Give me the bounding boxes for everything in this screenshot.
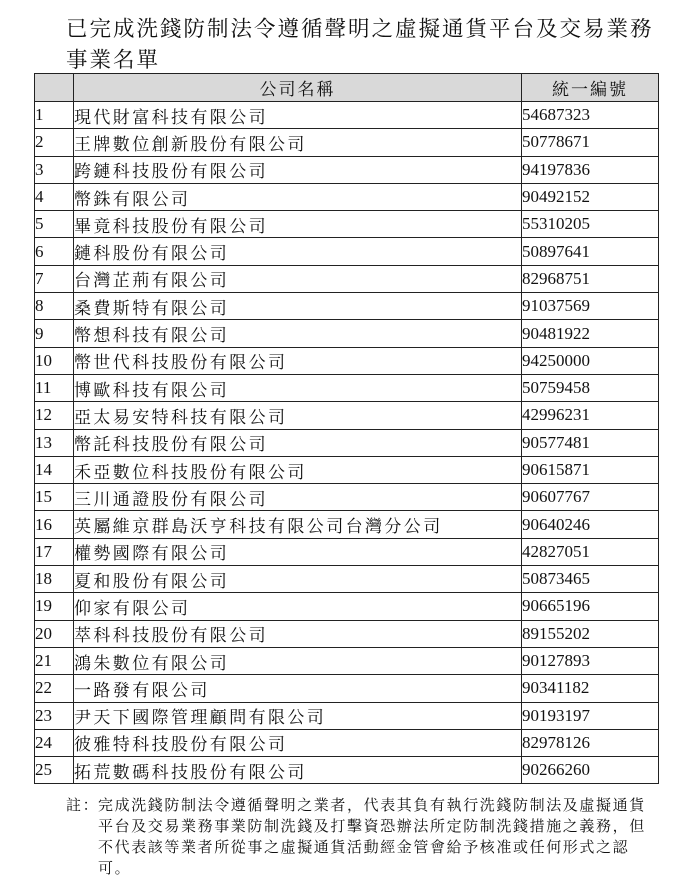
company-name: 幣想科技有限公司 — [74, 320, 522, 347]
tax-id: 42827051 — [522, 538, 659, 565]
table-row — [35, 265, 659, 292]
table-row — [35, 484, 659, 511]
row-number: 19 — [35, 593, 74, 620]
tax-id: 94250000 — [522, 347, 659, 374]
row-number: 18 — [35, 566, 74, 593]
company-name: 跨鏈科技股份有限公司 — [74, 156, 522, 183]
tax-id: 54687323 — [522, 102, 659, 129]
row-number: 6 — [35, 238, 74, 265]
tax-id: 90492152 — [522, 183, 659, 210]
company-name: 現代財富科技有限公司 — [74, 102, 522, 129]
table-row — [35, 402, 659, 429]
company-name: 尹天下國際管理顧問有限公司 — [74, 702, 522, 729]
table-row — [35, 456, 659, 483]
company-name: 萃科科技股份有限公司 — [74, 620, 522, 647]
row-number: 24 — [35, 729, 74, 756]
company-name: 幣託科技股份有限公司 — [74, 429, 522, 456]
row-number: 23 — [35, 702, 74, 729]
company-name: 鴻朱數位有限公司 — [74, 647, 522, 674]
table-header-row — [35, 74, 659, 102]
row-number: 17 — [35, 538, 74, 565]
row-number: 2 — [35, 129, 74, 156]
tax-id: 90577481 — [522, 429, 659, 456]
company-name: 三川通證股份有限公司 — [74, 484, 522, 511]
company-name: 仰家有限公司 — [74, 593, 522, 620]
row-number: 12 — [35, 402, 74, 429]
tax-id: 50873465 — [522, 566, 659, 593]
table-row — [35, 757, 659, 784]
company-name: 台灣芷荊有限公司 — [74, 265, 522, 292]
row-number: 11 — [35, 374, 74, 401]
company-name: 鏈科股份有限公司 — [74, 238, 522, 265]
table-row — [35, 538, 659, 565]
tax-id: 91037569 — [522, 293, 659, 320]
tax-id: 89155202 — [522, 620, 659, 647]
tax-id: 90193197 — [522, 702, 659, 729]
row-number: 9 — [35, 320, 74, 347]
row-number: 7 — [35, 265, 74, 292]
tax-id: 82968751 — [522, 265, 659, 292]
tax-id: 90127893 — [522, 647, 659, 674]
tax-id: 42996231 — [522, 402, 659, 429]
company-name: 幣銖有限公司 — [74, 183, 522, 210]
tax-id: 90615871 — [522, 456, 659, 483]
footnote — [66, 795, 656, 879]
company-name: 一路發有限公司 — [74, 675, 522, 702]
table-row — [35, 183, 659, 210]
row-number: 8 — [35, 293, 74, 320]
company-name: 英屬維京群島沃亨科技有限公司台灣分公司 — [74, 511, 522, 538]
company-name: 畢竟科技股份有限公司 — [74, 211, 522, 238]
tax-id: 90341182 — [522, 675, 659, 702]
table-row — [35, 129, 659, 156]
row-number: 21 — [35, 647, 74, 674]
table-row — [35, 702, 659, 729]
table-row — [35, 347, 659, 374]
row-number: 15 — [35, 484, 74, 511]
table-row — [35, 429, 659, 456]
table-row — [35, 729, 659, 756]
document-title: 已完成洗錢防制法令遵循聲明之虛擬通貨平台及交易業務事業名單 — [66, 17, 654, 73]
company-name: 夏和股份有限公司 — [74, 566, 522, 593]
table-row — [35, 156, 659, 183]
tax-id: 90607767 — [522, 484, 659, 511]
tax-id: 50778671 — [522, 129, 659, 156]
table-row — [35, 675, 659, 702]
row-number: 16 — [35, 511, 74, 538]
table-row — [35, 593, 659, 620]
table-row — [35, 511, 659, 538]
header-company-name: 公司名稱 — [74, 74, 522, 102]
row-number: 22 — [35, 675, 74, 702]
tax-id: 90266260 — [522, 757, 659, 784]
row-number: 4 — [35, 183, 74, 210]
tax-id: 90640246 — [522, 511, 659, 538]
company-name: 禾亞數位科技股份有限公司 — [74, 456, 522, 483]
company-name: 拓荒數碼科技股份有限公司 — [74, 757, 522, 784]
table-row — [35, 211, 659, 238]
company-name: 博歐科技有限公司 — [74, 374, 522, 401]
table-row — [35, 566, 659, 593]
row-number: 13 — [35, 429, 74, 456]
header-number — [35, 74, 74, 102]
table-row — [35, 374, 659, 401]
company-name: 王牌數位創新股份有限公司 — [74, 129, 522, 156]
row-number: 5 — [35, 211, 74, 238]
table-row — [35, 647, 659, 674]
tax-id: 55310205 — [522, 211, 659, 238]
table-row — [35, 620, 659, 647]
company-name: 權勢國際有限公司 — [74, 538, 522, 565]
company-name: 亞太易安特科技有限公司 — [74, 402, 522, 429]
row-number: 25 — [35, 757, 74, 784]
header-tax-id: 統一編號 — [522, 74, 659, 102]
company-name: 彼雅特科技股份有限公司 — [74, 729, 522, 756]
table-row — [35, 238, 659, 265]
tax-id: 94197836 — [522, 156, 659, 183]
footnote-label: 註： — [66, 796, 100, 814]
tax-id: 50897641 — [522, 238, 659, 265]
table-row — [35, 320, 659, 347]
row-number: 14 — [35, 456, 74, 483]
table-row — [35, 293, 659, 320]
row-number: 1 — [35, 102, 74, 129]
row-number: 3 — [35, 156, 74, 183]
tax-id: 82978126 — [522, 729, 659, 756]
tax-id: 50759458 — [522, 374, 659, 401]
footnote-text: 完成洗錢防制法令遵循聲明之業者，代表其負有執行洗錢防制法及虛擬通貨平台及交易業務事業防制洗錢及打擊資恐辦法所定防制洗錢措施之義務，但不代表該等業者所從事之虛擬通貨活動經金管會給予核准或任何形式之認可。 — [98, 796, 646, 877]
company-name: 幣世代科技股份有限公司 — [74, 347, 522, 374]
tax-id: 90481922 — [522, 320, 659, 347]
row-number: 10 — [35, 347, 74, 374]
table-row — [35, 102, 659, 129]
row-number: 20 — [35, 620, 74, 647]
tax-id: 90665196 — [522, 593, 659, 620]
company-name: 桑費斯特有限公司 — [74, 293, 522, 320]
company-list-table — [34, 73, 659, 784]
